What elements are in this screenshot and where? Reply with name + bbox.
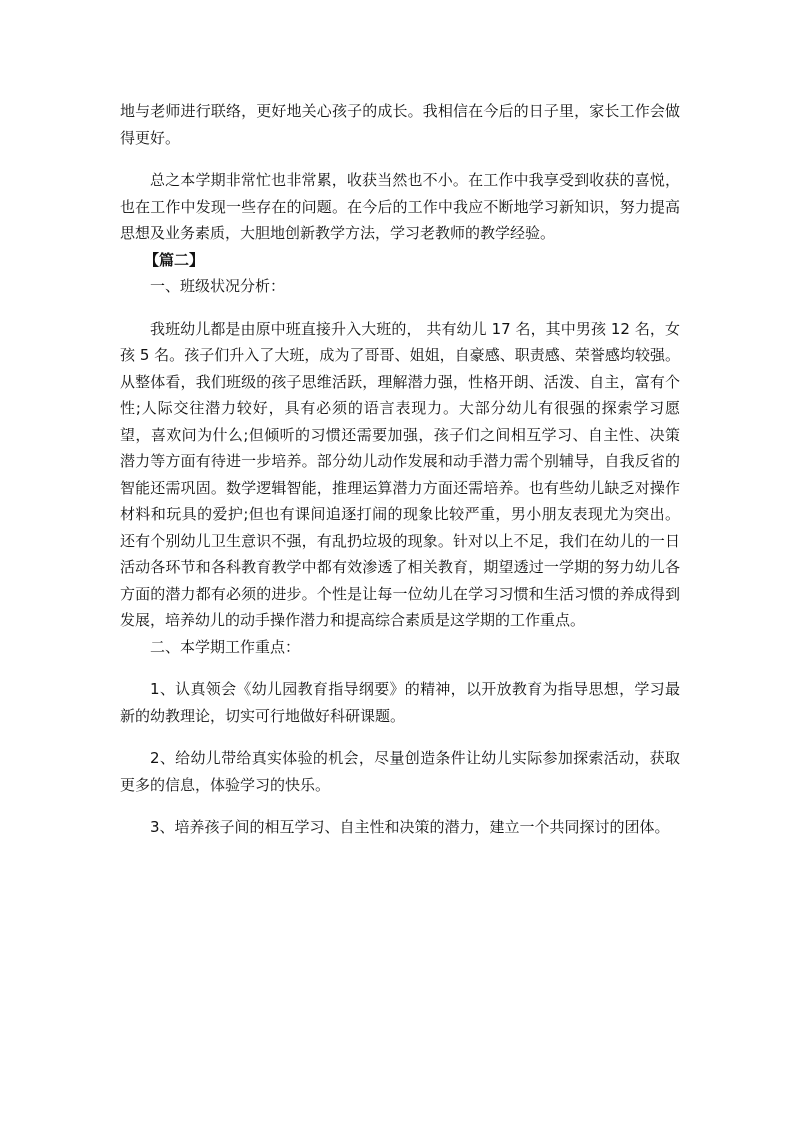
list-item-focus-2: 2、给幼儿带给真实体验的机会，尽量创造条件让幼儿实际参加探索活动，获取更多的信息，体验学习的快乐。 xyxy=(120,749,680,794)
list-item-focus-3: 3、培养孩子间的相互学习、自主性和决策的潜力，建立一个共同探讨的团体。 xyxy=(150,818,670,836)
subheading-work-focus: 二、本学期工作重点： xyxy=(150,637,301,656)
subheading-class-analysis: 一、班级状况分析： xyxy=(150,277,286,295)
list-item-focus-1: 1、认真领会《幼儿园教育指导纲要》的精神，以开放教育为指导思想，学习最新的幼教理论，切实可行地做好科研课题。 xyxy=(120,680,680,725)
document-page xyxy=(120,98,680,841)
paragraph-semester-summary: 总之本学期非常忙也非常累，收获当然也不小。在工作中我享受到收获的喜悦，也在工作中发现一些存在的问题。在今后的工作中我应不断地学习新知识，努力提高思想及业务素质，大胆地创新教学方法，学习老教师的教学经验。 xyxy=(120,171,680,242)
paragraph-class-analysis: 我班幼儿都是由原中班直接升入大班的， 共有幼儿 17 名，其中男孩 12 名，女孩 5 名。孩子们升入了大班，成为了哥哥、姐姐，自豪感、职责感、荣誉感均较强。从整体看，我们班级的孩子思维活跃，理解潜力强，性格开朗、活泼、自主，富有个性;人际交往潜力较好，具有必须的语言表现力。大部分幼儿有很强的探索学习愿望，喜欢问为什么;但倾听的习惯还需要加强，孩子们之间相互学习、自主性、决策潜力等方面有待进一步培养。部分幼儿动作发展和动手潜力需个别辅导，自我反省的智能还需巩固。数学逻辑智能，推理运算潜力方面还需培养。也有些幼儿缺乏对操作材料和玩具的爱护;但也有课间追逐打闹的现象比较严重，男小朋友表现尤为突出。还有个别幼儿卫生意识不强，有乱扔垃圾的现象。针对以上不足，我们在幼儿的一日活动各环节和各科教育教学中都有效渗透了相关教育，期望透过一学期的努力幼儿各方面的潜力都有必须的进步。个性是让每一位幼儿在学习习惯和生活习惯的养成得到发展，培养幼儿的动手操作潜力和提高综合素质是这学期的工作重点。 xyxy=(120,319,680,629)
section-title-part-two: 【篇二】 xyxy=(144,250,205,269)
paragraph-parent-contact: 地与老师进行联络，更好地关心孩子的成长。我相信在今后的日子里，家长工作会做得更好。 xyxy=(120,102,680,147)
